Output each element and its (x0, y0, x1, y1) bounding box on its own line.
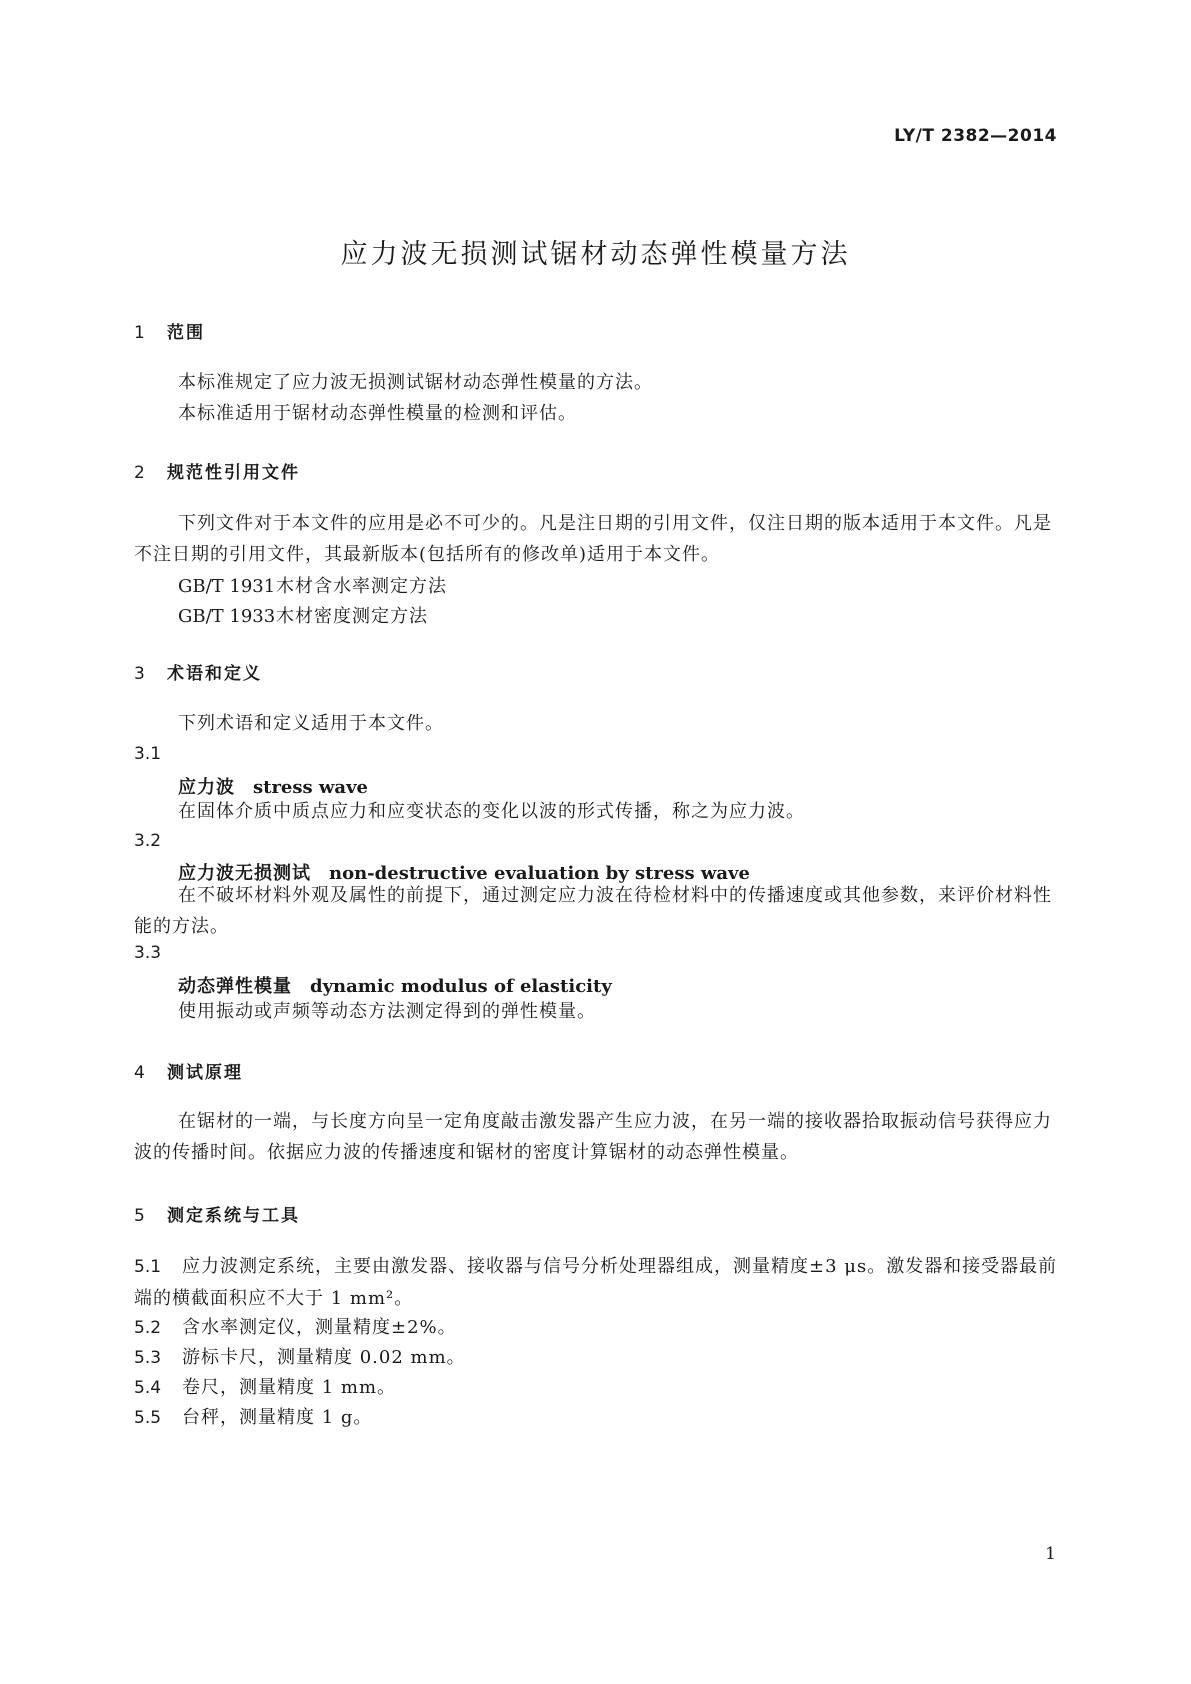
section-number: 2 (134, 463, 145, 483)
item-text: 应力波测定系统，主要由激发器、接收器与信号分析处理器组成，测量精度±3 μs。激发器和接受器最前端的横截面积应不大于 1 mm²。 (134, 1256, 1058, 1309)
standard-code: LY/T 2382—2014 (894, 126, 1057, 146)
reference-title: 木材密度测定方法 (276, 606, 428, 627)
item-text: 卷尺，测量精度 1 mm。 (182, 1377, 397, 1398)
item-text: 台秤，测量精度 1 g。 (182, 1407, 373, 1428)
page-number: 1 (1045, 1544, 1056, 1564)
section-1-para-1: 本标准规定了应力波无损测试锯材动态弹性模量的方法。 (178, 372, 653, 393)
section-1-heading (134, 318, 205, 343)
list-item (134, 1402, 1059, 1434)
reference-code: GB/T 1933 (178, 606, 276, 627)
term-definition: 在不破坏材料外观及属性的前提下，通过测定应力波在待检材料中的传播速度或其他参数，来评价材料性能的方法。 (134, 885, 1052, 937)
section-4-para: 在锯材的一端，与长度方向呈一定角度敲击激发器产生应力波，在另一端的接收器拾取振动信号获得应力波的传播时间。依据应力波的传播速度和锯材的密度计算锯材的动态弹性模量。 (134, 1111, 1052, 1163)
term-name-zh: 动态弹性模量 (178, 976, 292, 997)
section-title: 规范性引用文件 (167, 463, 300, 483)
document-title: 应力波无损测试锯材动态弹性模量方法 (340, 239, 851, 270)
item-number: 5.2 (134, 1318, 162, 1338)
item-text: 游标卡尺，测量精度 0.02 mm。 (182, 1347, 466, 1368)
term-name-en: non-destructive evaluation by stress wave (329, 863, 750, 884)
section-3-heading (134, 659, 262, 684)
section-number: 1 (134, 323, 145, 343)
reference-code: GB/T 1931 (178, 576, 276, 597)
list-item (134, 1342, 1059, 1374)
section-5-heading (134, 1201, 300, 1226)
term-number: 3.3 (134, 943, 162, 963)
section-3-intro: 下列术语和定义适用于本文件。 (178, 713, 444, 734)
term-number: 3.2 (134, 831, 162, 851)
section-number: 5 (134, 1206, 145, 1226)
item-number: 5.3 (134, 1348, 162, 1368)
term-name (178, 972, 612, 998)
section-title: 测定系统与工具 (167, 1206, 300, 1226)
reference-item (178, 572, 447, 598)
section-title: 测试原理 (167, 1063, 243, 1083)
section-title: 术语和定义 (167, 664, 262, 684)
item-number: 5.4 (134, 1378, 162, 1398)
term-name-zh: 应力波 (178, 777, 235, 798)
term-definition: 使用振动或声频等动态方法测定得到的弹性模量。 (178, 1001, 596, 1022)
item-number: 5.5 (134, 1408, 162, 1428)
section-number: 3 (134, 664, 145, 684)
term-definition: 在固体介质中质点应力和应变状态的变化以波的形式传播，称之为应力波。 (178, 801, 805, 822)
list-item (134, 1312, 1059, 1344)
list-item (134, 1251, 1059, 1314)
list-item (134, 1372, 1059, 1404)
item-text: 含水率测定仪，测量精度±2%。 (182, 1317, 457, 1338)
reference-item (178, 602, 428, 628)
section-1-para-2: 本标准适用于锯材动态弹性模量的检测和评估。 (178, 403, 577, 424)
section-4-heading (134, 1058, 243, 1083)
term-name-zh: 应力波无损测试 (178, 863, 311, 884)
section-2-para: 下列文件对于本文件的应用是必不可少的。凡是注日期的引用文件，仅注日期的版本适用于本文件。凡是不注日期的引用文件，其最新版本(包括所有的修改单)适用于本文件。 (134, 513, 1052, 565)
section-number: 4 (134, 1063, 145, 1083)
term-number: 3.1 (134, 744, 162, 764)
section-2-heading (134, 458, 300, 483)
term-name-en: stress wave (253, 777, 368, 798)
reference-title: 木材含水率测定方法 (276, 576, 447, 597)
section-title: 范围 (167, 323, 205, 343)
item-number: 5.1 (134, 1257, 162, 1277)
term-name-en: dynamic modulus of elasticity (310, 976, 612, 997)
